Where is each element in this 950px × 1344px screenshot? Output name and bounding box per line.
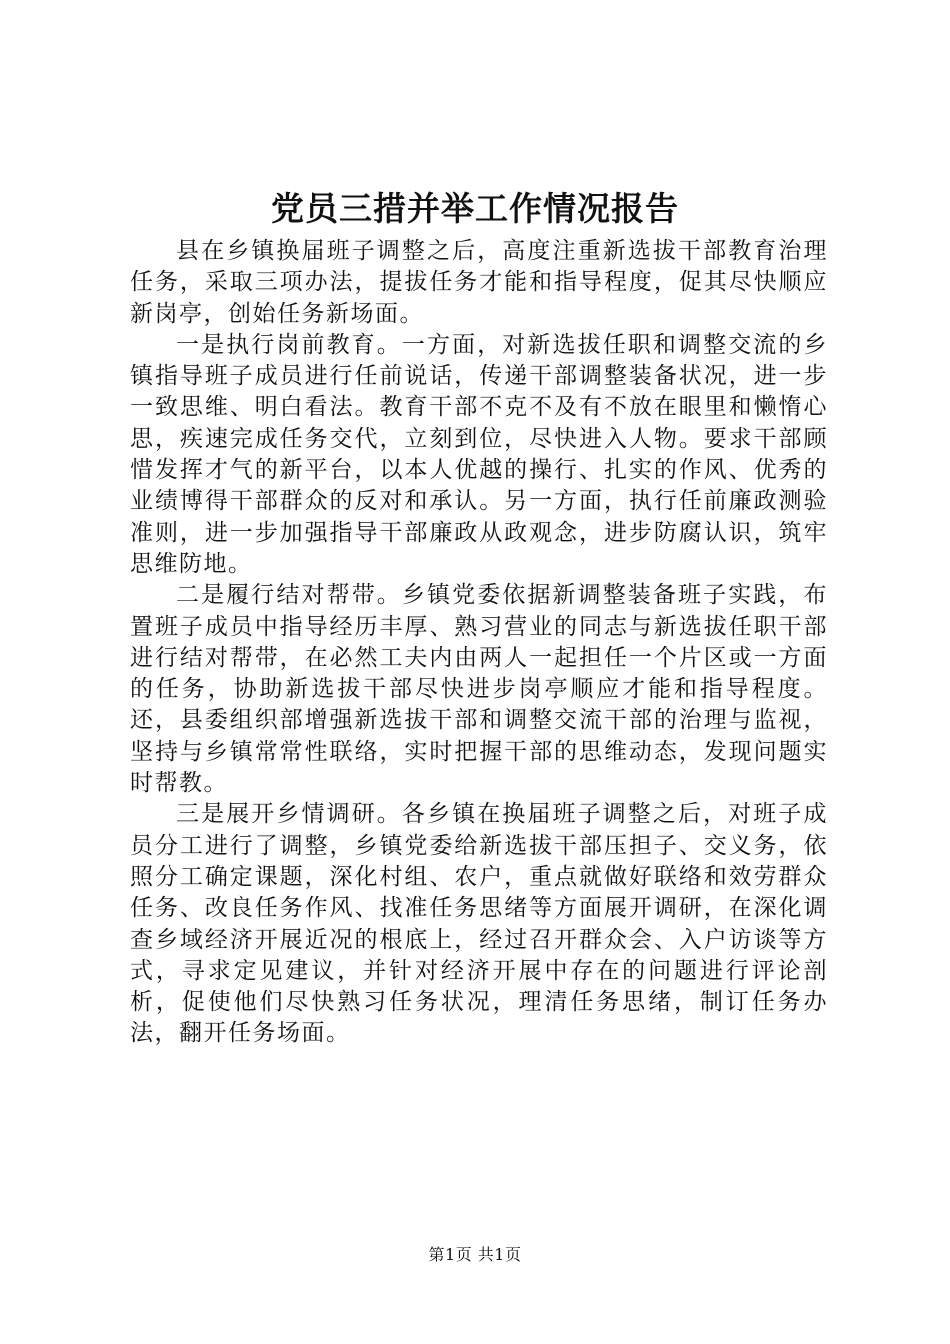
document-body xyxy=(130,236,828,1050)
paragraph-1: 一是执行岗前教育。一方面，对新选拔任职和调整交流的乡镇指导班子成员进行任前说话，传递干部调整装备状况，进一步一致思维、明白看法。教育干部不克不及有不放在眼里和懒惰心思，疾速完成任务交代，立刻到位，尽快进入人物。要求干部顾惜发挥才气的新平台，以本人优越的操行、扎实的作风、优秀的业绩博得干部群众的反对和承认。另一方面，执行任前廉政测验准则，进一步加强指导干部廉政从政观念，进步防腐认识，筑牢思维防地。 xyxy=(130,331,828,577)
document-title: 党员三措并举工作情况报告 xyxy=(271,189,679,228)
paragraph-2: 二是履行结对帮带。乡镇党委依据新调整装备班子实践，布置班子成员中指导经历丰厚、熟习营业的同志与新选拔任职干部进行结对帮带，在必然工夫内由两人一起担任一个片区或一方面的任务，协助新选拔干部尽快进步岗亭顺应才能和指导程度。还，县委组织部增强新选拔干部和调整交流干部的治理与监视，坚持与乡镇常常性联络，实时把握干部的思维动态，发现问题实时帮教。 xyxy=(130,582,828,797)
page-footer: 第1页 共1页 xyxy=(428,1245,522,1264)
paragraph-3: 三是展开乡情调研。各乡镇在换届班子调整之后，对班子成员分工进行了调整，乡镇党委给新选拔干部压担子、交义务，依照分工确定课题，深化村组、农户，重点就做好联络和效劳群众任务、改良任务作风、找准任务思绪等方面展开调研，在深化调查乡域经济开展近况的根底上，经过召开群众会、入户访谈等方式，寻求定见建议，并针对经济开展中存在的问题进行评论剖析，促使他们尽快熟习任务状况，理清任务思绪，制订任务办法，翻开任务场面。 xyxy=(130,801,828,1047)
paragraph-intro: 县在乡镇换届班子调整之后，高度注重新选拔干部教育治理任务，采取三项办法，提拔任务才能和指导程度，促其尽快顺应新岗亭，创始任务新场面。 xyxy=(130,238,828,327)
